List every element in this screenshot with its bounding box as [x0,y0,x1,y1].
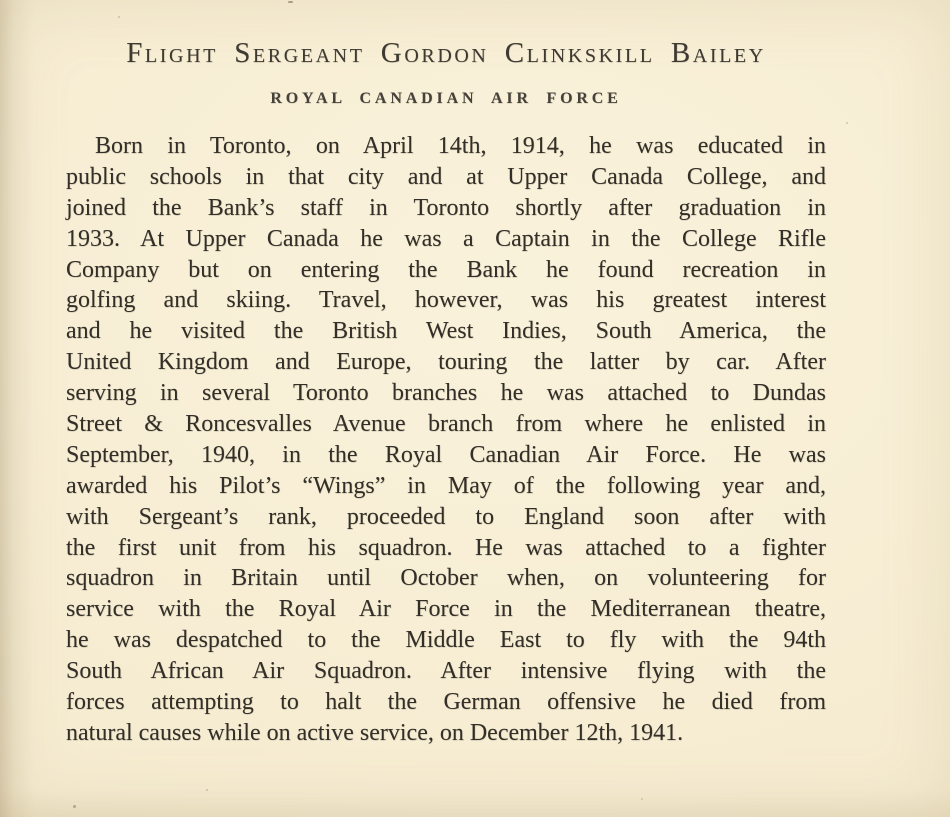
body-line: natural causes while on active service, on December 12th, 1941. [66,719,684,746]
body-line: Born in Toronto, on April 14th, 1914, he was educated in [95,133,826,159]
paper-speck [846,122,848,124]
body-line: 1933. At Upper Canada he was a Captain in the College Rifle [66,225,826,252]
body-line: with Sergeant’s rank, proceeded to England soon after with [66,503,826,530]
body-line: awarded his Pilot’s “Wings” in May of the following year and, [66,472,826,499]
paper-speck [641,798,643,800]
body-line: public schools in that city and at Upper Canada College, and [66,163,826,190]
body-line: the first unit from his squadron. He was attached to a fighter [66,534,826,561]
paper-speck [73,805,76,808]
page-subtitle: ROYAL CANADIAN AIR FORCE [270,90,622,107]
body-line: service with the Royal Air Force in the Mediterranean theatre, [66,596,826,623]
page-title: Flight Sergeant Gordon Clinkskill Bailey [126,37,766,69]
body-line: squadron in Britain until October when, on volunteering for [66,565,826,592]
body-line: Company but on entering the Bank he found recreation in [66,256,826,283]
body-line: serving in several Toronto branches he was attached to Dundas [66,380,826,407]
biography-paragraph [66,131,826,749]
body-line: joined the Bank’s staff in Toronto shortly after graduation in [66,194,826,221]
paper-speck [288,1,293,3]
body-line: and he visited the British West Indies, South America, the [66,318,826,345]
body-line: forces attempting to halt the German offensive he died from [66,689,826,716]
body-line: United Kingdom and Europe, touring the latter by car. After [66,349,826,376]
paper-speck [118,16,120,18]
body-line: golfing and skiing. Travel, however, was his greatest interest [66,287,826,314]
body-line: September, 1940, in the Royal Canadian Air Force. He was [66,441,826,468]
paper-speck [206,789,208,791]
body-line: he was despatched to the Middle East to fly with the 94th [66,627,826,654]
body-line: Street & Roncesvalles Avenue branch from where he enlisted in [66,411,826,438]
body-line: South African Air Squadron. After intensive flying with the [66,658,826,685]
